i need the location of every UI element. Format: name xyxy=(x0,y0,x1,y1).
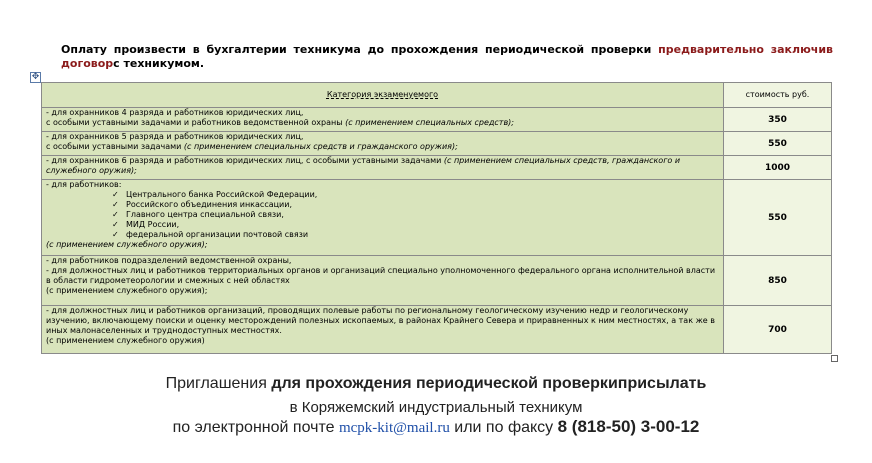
category-cell: - для охранников 6 разряда и работников юридических лиц, с особыми уставными задачами (с применением специальных средств, гражданского и служебного оружия); xyxy=(42,156,724,180)
category-cell: - для охранников 4 разряда и работников юридических лиц, с особыми уставными задачами и работников ведомственной охраны (с применением специальных средств); xyxy=(42,108,724,132)
fax-number: 8 (818-50) 3-00-12 xyxy=(557,417,700,436)
email-link[interactable]: mcpk-kit@mail.ru xyxy=(338,420,450,436)
category-cell: - для работников подразделений ведомственной охраны, - для должностных лиц и работников территориальных органов и организаций специально уполномоченного федерального органа исполнительной власти в области гидрометеорологии и смежных с ней областях (с применением служебного оружия); xyxy=(42,256,724,306)
checkmark-icon: ✓ xyxy=(112,220,119,229)
checkmark-icon: ✓ xyxy=(112,230,119,239)
checkmark-icon: ✓ xyxy=(112,210,119,219)
list-item: ✓ МИД России, xyxy=(112,220,180,229)
category-cell: - для должностных лиц и работников организаций, проводящих полевые работы по региональному геологическому изучению недр и геологическому изучению, включающему поиски и оценку месторождений полезных ископаемых, в районах Крайнего Севера и приравненных к ним местностях, а так же в иных малонаселенных и труднодоступных местностях. (с применением служебного оружия) xyxy=(42,306,724,354)
category-cell: - для работников: ✓ Центрального банка Российской Федерации, ✓ Российского объединения инкассации, ✓ Главного центра специальной связи, ✓ МИД России, ✓ федеральной организации почтовой связи (с применением служебного оружия); xyxy=(42,180,724,256)
list-item: ✓ Российского объединения инкассации, xyxy=(112,200,292,209)
header-category: Категория экзаменуемого xyxy=(42,83,724,108)
list-item: ✓ Центрального банка Российской Федерации, xyxy=(112,190,318,199)
table-resize-handle[interactable] xyxy=(831,355,838,362)
price-cell: 1000 xyxy=(724,156,832,180)
contract-highlight: предварительно заключив договор xyxy=(61,43,833,70)
category-cell: - для охранников 5 разряда и работников юридических лиц, с особыми уставными задачами (с применением специальных средств и гражданского оружия); xyxy=(42,132,724,156)
price-cell: 550 xyxy=(724,180,832,256)
table-row xyxy=(42,132,832,156)
price-cell: 550 xyxy=(724,132,832,156)
checkmark-icon: ✓ xyxy=(112,200,119,209)
price-cell: 850 xyxy=(724,256,832,306)
list-item: ✓ федеральной организации почтовой связи xyxy=(112,230,309,239)
table-row xyxy=(42,256,832,306)
table-row xyxy=(42,306,832,354)
table-row xyxy=(42,156,832,180)
checkmark-icon: ✓ xyxy=(112,190,119,199)
invitation-line-3: по электронной почте mcpk-kit@mail.ru или по факсу 8 (818-50) 3-00-12 xyxy=(172,417,700,436)
table-move-handle-icon[interactable]: ✥ xyxy=(31,72,40,82)
payment-instructions: Оплату произвести в бухгалтерии техникума до прохождения периодической проверки предварительно заключив договорс техникумом. xyxy=(61,43,833,70)
price-cell: 350 xyxy=(724,108,832,132)
price-cell: 700 xyxy=(724,306,832,354)
list-item: ✓ Главного центра специальной связи, xyxy=(112,210,284,219)
table-header-row xyxy=(42,83,832,108)
invitation-line-1: Приглашения для прохождения периодической проверкиприсылать xyxy=(165,375,707,392)
invitation-line-2: в Коряжемский индустриальный техникум xyxy=(289,399,583,416)
table-row xyxy=(42,180,832,256)
table-row xyxy=(42,108,832,132)
header-price: стоимость руб. xyxy=(724,83,832,108)
price-table xyxy=(41,82,832,354)
